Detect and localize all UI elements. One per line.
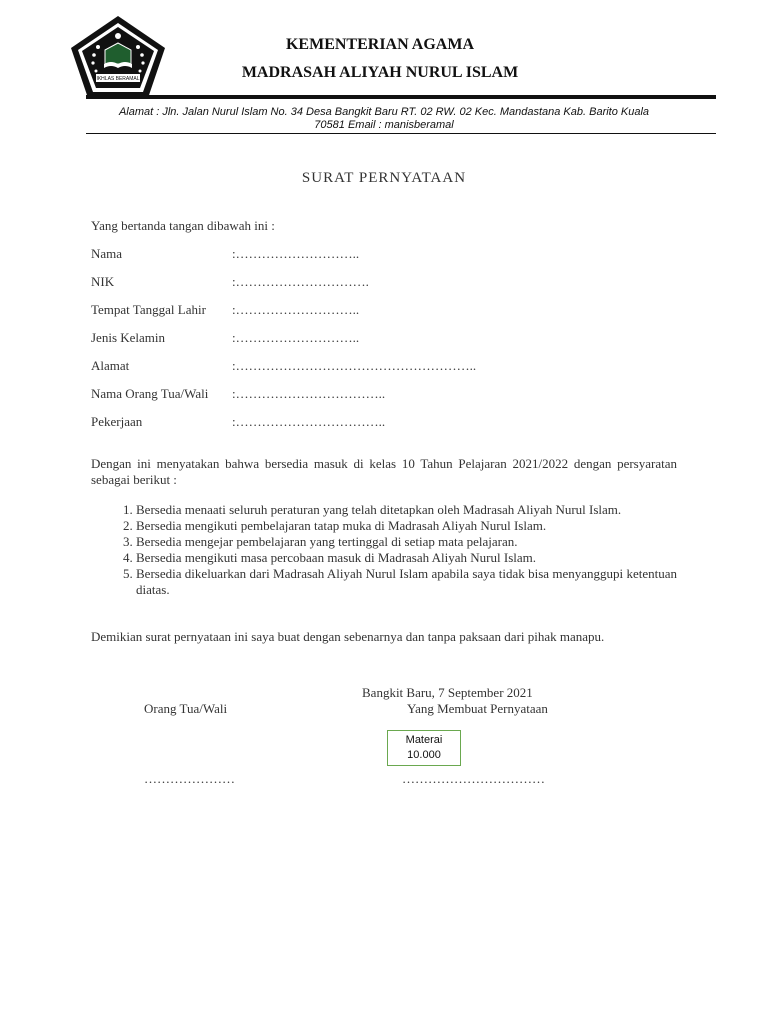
list-item: 2. Bersedia mengikuti pembelajaran tatap muka di Madrasah Aliyah Nurul Islam. xyxy=(136,518,677,534)
ministry-name: KEMENTERIAN AGAMA xyxy=(285,36,474,53)
school-name: MADRASAH ALIYAH NURUL ISLAM xyxy=(241,64,519,81)
stamp-value: 10.000 xyxy=(407,749,441,761)
field-value-alamat: :……………………………………………….. xyxy=(232,358,477,373)
address-line-1: Alamat : Jln. Jalan Nurul Islam No. 34 Desa Bangkit Baru RT. 02 RW. 02 Kec. Mandastana Kab. Barito Kuala xyxy=(118,106,650,118)
ministry-logo-icon xyxy=(68,14,168,100)
logo-ribbon-text: IKHLAS BERAMAL xyxy=(96,76,140,82)
list-item: 1. Bersedia menaati seluruh peraturan yang telah ditetapkan oleh Madrasah Aliyah Nurul Islam. xyxy=(136,502,677,518)
field-value-orang-tua: :…………………………….. xyxy=(232,386,386,401)
field-label-jenis-kelamin: Jenis Kelamin xyxy=(91,330,166,345)
signature-line-declarant: …………………………… xyxy=(402,771,545,786)
school-address xyxy=(86,106,682,132)
list-item: 5. Bersedia dikeluarkan dari Madrasah Aliyah Nurul Islam apabila saya tidak bisa menyanggupi ketentuan diatas. xyxy=(136,566,677,598)
signature-label-parent: Orang Tua/Wali xyxy=(144,701,228,716)
signature-line-parent: ………………… xyxy=(144,771,235,786)
list-item: 3. Bersedia mengejar pembelajaran yang tertinggal di setiap mata pelajaran. xyxy=(136,534,677,550)
statement-paragraph: Dengan ini menyatakan bahwa bersedia masuk di kelas 10 Tahun Pelajaran 2021/2022 dengan persyaratan sebagai berikut : xyxy=(91,456,677,487)
list-item: 4. Bersedia mengikuti masa percobaan masuk di Madrasah Aliyah Nurul Islam. xyxy=(136,550,677,566)
field-label-nik: NIK xyxy=(91,274,115,289)
requirements-list xyxy=(91,502,677,598)
header-divider-thick xyxy=(86,95,716,99)
field-value-ttl: :……………………….. xyxy=(232,302,360,317)
field-label-orang-tua: Nama Orang Tua/Wali xyxy=(91,386,209,401)
materai-stamp-box xyxy=(387,730,461,766)
field-label-ttl: Tempat Tanggal Lahir xyxy=(91,302,206,317)
intro-text: Yang bertanda tangan dibawah ini : xyxy=(91,218,275,233)
field-value-nik: :…………………………. xyxy=(232,274,369,289)
field-value-nama: :……………………….. xyxy=(232,246,360,261)
field-value-jenis-kelamin: :……………………….. xyxy=(232,330,360,345)
header-divider-thin xyxy=(86,133,716,134)
signature-place-date: Bangkit Baru, 7 September 2021 xyxy=(362,685,533,700)
document-title: SURAT PERNYATAAN xyxy=(301,170,467,186)
closing-paragraph: Demikian surat pernyataan ini saya buat dengan sebenarnya dan tanpa paksaan dari pihak manapu. xyxy=(91,629,605,644)
address-line-2: 70581 Email : manisberamal xyxy=(314,119,454,131)
field-label-alamat: Alamat xyxy=(91,358,130,373)
signature-label-declarant: Yang Membuat Pernyataan xyxy=(407,701,548,716)
field-value-pekerjaan: :…………………………….. xyxy=(232,414,386,429)
field-label-pekerjaan: Pekerjaan xyxy=(91,414,143,429)
stamp-label: Materai xyxy=(405,734,443,746)
field-label-nama: Nama xyxy=(91,246,123,261)
